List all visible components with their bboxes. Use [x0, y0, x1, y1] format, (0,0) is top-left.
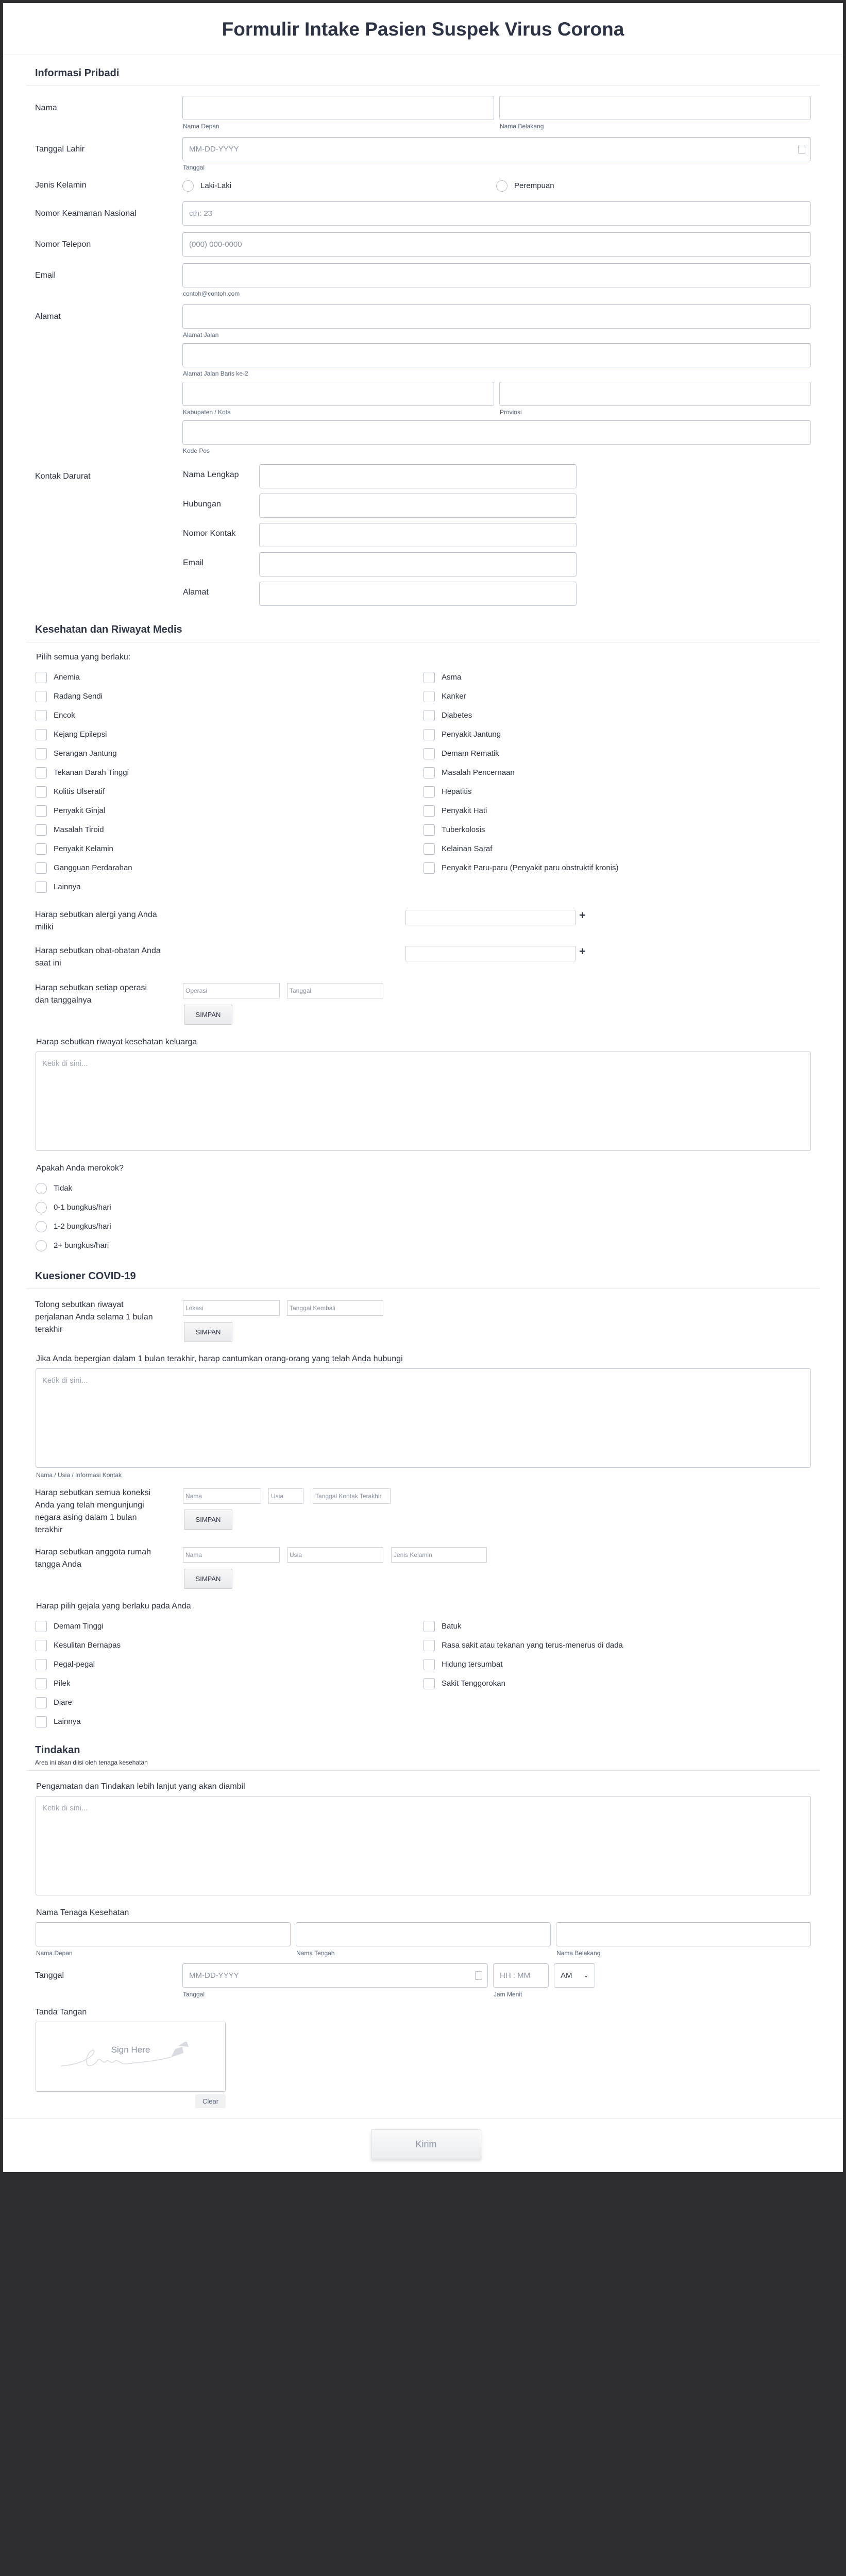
zip-input[interactable]	[182, 420, 811, 445]
checkbox-icon[interactable]	[36, 710, 47, 721]
observations-label: Pengamatan dan Tindakan lebih lanjut yang akan diambil	[36, 1782, 245, 1791]
emergency-field-input[interactable]	[259, 464, 577, 488]
travel-location-input[interactable]: Lokasi	[183, 1300, 280, 1316]
checkbox-option[interactable]	[424, 782, 618, 801]
time-placeholder: HH : MM	[500, 1971, 531, 1980]
date-sublabel: Tanggal	[183, 1991, 205, 1998]
date-label: Tanggal	[35, 1971, 64, 1980]
option-label: Kanker	[442, 692, 466, 701]
household-gender-input[interactable]: Jenis Kelamin	[391, 1547, 487, 1563]
surgery-save-button[interactable]: SIMPAN	[184, 1005, 232, 1025]
connections-save-button[interactable]: SIMPAN	[184, 1510, 232, 1530]
option-label: Kejang Epilepsi	[54, 730, 107, 739]
nin-placeholder: cth: 23	[189, 209, 213, 218]
option-label: Rasa sakit atau tekanan yang terus-menerus di dada	[442, 1641, 623, 1650]
gender-option-male[interactable]	[182, 176, 231, 195]
checkbox-icon[interactable]	[36, 691, 47, 702]
option-label: Tekanan Darah Tinggi	[54, 768, 129, 777]
checkbox-option[interactable]	[36, 668, 132, 687]
checkbox-option[interactable]	[36, 839, 132, 858]
add-medication-plus-icon[interactable]: +	[579, 945, 586, 958]
radio-icon[interactable]	[36, 1202, 47, 1213]
checkbox-option[interactable]	[36, 706, 132, 725]
calendar-icon[interactable]	[798, 145, 805, 154]
gender-option-female[interactable]	[496, 176, 554, 195]
option-label: Radang Sendi	[54, 692, 103, 701]
phone-placeholder: (000) 000-0000	[189, 240, 242, 249]
dob-placeholder: MM-DD-YYYY	[189, 145, 239, 154]
smoking-label: Apakah Anda merokok?	[36, 1164, 124, 1173]
option-label: Masalah Pencernaan	[442, 768, 515, 777]
checkbox-option[interactable]	[36, 782, 132, 801]
checkbox-icon[interactable]	[424, 710, 435, 721]
checkbox-option[interactable]	[36, 820, 132, 839]
checkbox-option[interactable]	[424, 858, 618, 877]
checkbox-icon[interactable]	[424, 1640, 435, 1651]
connection-last-contact-input[interactable]: Tanggal Kontak Terakhir	[313, 1488, 391, 1504]
allergy-label: Harap sebutkan alergi yang Anda miliki	[35, 910, 157, 931]
last-name-input[interactable]	[499, 96, 811, 120]
chevron-down-icon: ⌄	[583, 1973, 588, 1979]
surgery-date-input[interactable]: Tanggal	[287, 983, 383, 998]
provider-first-sublabel: Nama Depan	[36, 1950, 73, 1957]
address-line1-sublabel: Alamat Jalan	[183, 331, 219, 338]
checkbox-option[interactable]	[424, 744, 618, 763]
checkbox-icon[interactable]	[36, 729, 47, 740]
radio-icon[interactable]	[182, 180, 194, 192]
family-history-label: Harap sebutkan riwayat kesehatan keluarga	[36, 1038, 197, 1046]
emergency-field-input[interactable]	[259, 494, 577, 518]
radio-option[interactable]	[36, 1217, 111, 1236]
checkbox-icon[interactable]	[424, 691, 435, 702]
option-label: Diabetes	[442, 711, 472, 720]
household-label: Harap sebutkan anggota rumah tangga Anda	[35, 1548, 151, 1569]
checkbox-option[interactable]	[424, 1674, 623, 1693]
checkbox-option[interactable]	[36, 1617, 121, 1636]
intake-form	[3, 3, 843, 2172]
radio-icon[interactable]	[36, 1240, 47, 1251]
divider	[26, 1770, 820, 1771]
checkbox-icon[interactable]	[36, 1678, 47, 1689]
option-label: Tuberkolosis	[442, 825, 485, 834]
checkbox-icon[interactable]	[36, 1621, 47, 1632]
checkbox-option[interactable]	[424, 1636, 623, 1655]
symptoms-label: Harap pilih gejala yang berlaku pada Anda	[36, 1602, 191, 1611]
ampm-select[interactable]	[554, 1963, 595, 1988]
checkbox-icon[interactable]	[424, 748, 435, 759]
phone-label: Nomor Telepon	[35, 240, 91, 249]
checkbox-icon[interactable]	[36, 805, 47, 817]
province-sublabel: Provinsi	[500, 409, 522, 416]
checkbox-option[interactable]	[36, 858, 132, 877]
surgery-name-input[interactable]: Operasi	[183, 983, 280, 998]
checkbox-option[interactable]	[36, 687, 132, 706]
checkbox-icon[interactable]	[424, 672, 435, 683]
provider-first-name-input[interactable]	[36, 1922, 291, 1946]
section-covid: Kuesioner COVID-19	[35, 1270, 136, 1282]
calendar-icon[interactable]	[475, 1971, 482, 1980]
dob-sublabel: Tanggal	[183, 164, 205, 171]
conditions-label: Pilih semua yang berlaku:	[36, 653, 131, 662]
provider-last-sublabel: Nama Belakang	[556, 1950, 601, 1957]
checkbox-icon[interactable]	[36, 843, 47, 855]
emergency-field-label: Nomor Kontak	[183, 529, 236, 538]
option-label: Penyakit Kelamin	[54, 844, 113, 853]
connection-age-input[interactable]: Usia	[268, 1488, 303, 1504]
symptoms-col-right	[424, 1617, 623, 1693]
checkbox-icon[interactable]	[36, 786, 47, 798]
checkbox-icon[interactable]	[36, 748, 47, 759]
address-label: Alamat	[35, 312, 61, 321]
add-allergy-plus-icon[interactable]: +	[579, 909, 586, 922]
option-label: Batuk	[442, 1622, 462, 1631]
date-input[interactable]	[182, 1963, 488, 1988]
radio-icon[interactable]	[36, 1183, 47, 1194]
travel-save-button[interactable]: SIMPAN	[184, 1322, 232, 1342]
allergy-input[interactable]	[405, 910, 576, 925]
checkbox-option[interactable]	[424, 839, 618, 858]
observations-textarea[interactable]: Ketik di sini...	[36, 1796, 811, 1895]
checkbox-icon[interactable]	[36, 1640, 47, 1651]
conditions-col-left	[36, 668, 132, 896]
checkbox-option[interactable]	[424, 1617, 623, 1636]
household-name-input[interactable]: Nama	[183, 1547, 280, 1563]
emergency-field-row	[183, 523, 580, 547]
checkbox-option[interactable]	[424, 668, 618, 687]
emergency-field-row	[183, 582, 580, 606]
checkbox-icon[interactable]	[36, 862, 47, 874]
option-label: Masalah Tiroid	[54, 825, 104, 834]
checkbox-icon[interactable]	[424, 1621, 435, 1632]
radio-icon[interactable]	[36, 1221, 47, 1232]
checkbox-icon[interactable]	[36, 882, 47, 893]
medications-input[interactable]	[405, 946, 576, 961]
option-label: Penyakit Paru-paru (Penyakit paru obstruktif kronis)	[442, 863, 619, 872]
connections-label: Harap sebutkan semua koneksi Anda yang telah mengunjungi negara asing dalam 1 bulan terakhir	[35, 1488, 151, 1534]
form-title: Formulir Intake Pasien Suspek Virus Corona	[222, 19, 624, 40]
checkbox-icon[interactable]	[424, 1678, 435, 1689]
checkbox-option[interactable]	[424, 1655, 623, 1674]
option-label: Kolitis Ulseratif	[54, 787, 105, 796]
section-personal: Informasi Pribadi	[35, 67, 120, 79]
checkbox-option[interactable]	[424, 820, 618, 839]
checkbox-icon[interactable]	[424, 786, 435, 798]
section-action: Tindakan	[35, 1744, 80, 1756]
contacts-label: Jika Anda bepergian dalam 1 bulan terakhir, harap cantumkan orang-orang yang telah Anda hubungi	[36, 1354, 403, 1363]
checkbox-option[interactable]	[36, 877, 132, 896]
checkbox-option[interactable]	[36, 725, 132, 744]
provider-last-name-input[interactable]	[556, 1922, 811, 1946]
emergency-field-input[interactable]	[259, 523, 577, 547]
ampm-value: AM	[561, 1971, 572, 1980]
signature-scribble-icon	[57, 2042, 206, 2073]
contacts-sublabel: Nama / Usia / Informasi Kontak	[36, 1471, 122, 1479]
city-sublabel: Kabupaten / Kota	[183, 409, 231, 416]
option-label: 0-1 bungkus/hari	[54, 1203, 111, 1212]
section-action-description: Area ini akan diisi oleh tenaga kesehatan	[35, 1759, 148, 1766]
checkbox-option[interactable]	[36, 1712, 121, 1731]
checkbox-option[interactable]	[36, 744, 132, 763]
checkbox-icon[interactable]	[36, 1716, 47, 1727]
option-label: Perempuan	[514, 181, 554, 190]
checkbox-icon[interactable]	[424, 729, 435, 740]
checkbox-option[interactable]	[424, 687, 618, 706]
option-label: Gangguan Perdarahan	[54, 863, 132, 872]
checkbox-icon[interactable]	[36, 1659, 47, 1670]
emergency-field-row	[183, 494, 580, 518]
option-label: Lainnya	[54, 1717, 81, 1726]
emergency-field-input[interactable]	[259, 582, 577, 606]
checkbox-icon[interactable]	[424, 824, 435, 836]
dob-label: Tanggal Lahir	[35, 145, 85, 154]
smoking-options	[36, 1179, 111, 1255]
connection-name-input[interactable]: Nama	[183, 1488, 261, 1504]
checkbox-option[interactable]	[424, 725, 618, 744]
household-save-button[interactable]: SIMPAN	[184, 1569, 232, 1589]
option-label: Hidung tersumbat	[442, 1660, 503, 1669]
zip-sublabel: Kode Pos	[183, 447, 210, 454]
checkbox-icon[interactable]	[424, 862, 435, 874]
radio-option[interactable]	[36, 1236, 111, 1255]
emergency-field-input[interactable]	[259, 552, 577, 577]
date-placeholder: MM-DD-YYYY	[189, 1971, 239, 1980]
emergency-label: Kontak Darurat	[35, 472, 91, 481]
provider-middle-name-input[interactable]	[296, 1922, 551, 1946]
checkbox-option[interactable]	[36, 1636, 121, 1655]
option-label: Penyakit Jantung	[442, 730, 501, 739]
option-label: Kesulitan Bernapas	[54, 1641, 121, 1650]
dob-input[interactable]	[182, 137, 811, 161]
address-line1-input[interactable]	[182, 304, 811, 329]
travel-return-date-input[interactable]: Tanggal Kembali	[287, 1300, 383, 1316]
email-input[interactable]	[182, 263, 811, 287]
checkbox-icon[interactable]	[424, 1659, 435, 1670]
email-sublabel: contoh@contoh.com	[183, 290, 240, 297]
checkbox-icon[interactable]	[36, 672, 47, 683]
option-label: Sakit Tenggorokan	[442, 1679, 505, 1688]
option-label: Pilek	[54, 1679, 71, 1688]
address-line2-sublabel: Alamat Jalan Baris ke-2	[183, 370, 248, 377]
radio-option[interactable]	[36, 1198, 111, 1217]
option-label: Pegal-pegal	[54, 1660, 95, 1669]
emergency-field-row	[183, 552, 580, 577]
option-label: Serangan Jantung	[54, 749, 117, 758]
option-label: Asma	[442, 673, 462, 682]
time-input[interactable]	[493, 1963, 549, 1988]
checkbox-icon[interactable]	[36, 767, 47, 778]
medications-label: Harap sebutkan obat-obatan Anda saat ini	[35, 946, 161, 968]
checkbox-option[interactable]	[36, 1693, 121, 1712]
conditions-col-right	[424, 668, 618, 877]
option-label: Encok	[54, 711, 75, 720]
first-name-input[interactable]	[182, 96, 494, 120]
checkbox-option[interactable]	[424, 706, 618, 725]
section-medical: Kesehatan dan Riwayat Medis	[35, 624, 182, 635]
option-label: Demam Rematik	[442, 749, 499, 758]
option-label: Laki-Laki	[200, 181, 232, 190]
option-label: Anemia	[54, 673, 80, 682]
signature-clear-button[interactable]: Clear	[195, 2094, 226, 2108]
province-input[interactable]	[499, 382, 811, 406]
city-input[interactable]	[182, 382, 494, 406]
emergency-field-label: Alamat	[183, 588, 209, 597]
checkbox-option[interactable]	[36, 1674, 121, 1693]
nin-input[interactable]	[182, 201, 811, 226]
radio-icon[interactable]	[496, 180, 507, 192]
family-history-textarea[interactable]: Ketik di sini...	[36, 1052, 811, 1151]
sign-here-text: Sign Here	[111, 2045, 150, 2055]
symptoms-col-left	[36, 1617, 121, 1731]
last-name-sublabel: Nama Belakang	[500, 123, 544, 130]
checkbox-option[interactable]	[424, 763, 618, 782]
signature-label: Tanda Tangan	[35, 2008, 87, 2016]
first-name-sublabel: Nama Depan	[183, 123, 219, 130]
checkbox-icon[interactable]	[36, 1697, 47, 1708]
option-label: Demam Tinggi	[54, 1622, 104, 1631]
household-age-input[interactable]: Usia	[287, 1547, 383, 1563]
option-label: Kelainan Saraf	[442, 844, 493, 853]
contacts-textarea[interactable]: Ketik di sini...	[36, 1368, 811, 1468]
checkbox-option[interactable]	[36, 801, 132, 820]
option-label: Hepatitis	[442, 787, 472, 796]
emergency-field-label: Hubungan	[183, 500, 221, 509]
name-label: Nama	[35, 104, 57, 112]
checkbox-icon[interactable]	[424, 767, 435, 778]
emergency-field-label: Nama Lengkap	[183, 470, 239, 479]
address-line2-input[interactable]	[182, 343, 811, 367]
gender-label: Jenis Kelamin	[35, 181, 87, 190]
option-label: Tidak	[54, 1184, 73, 1193]
checkbox-icon[interactable]	[424, 843, 435, 855]
checkbox-option[interactable]	[36, 763, 132, 782]
checkbox-option[interactable]	[36, 1655, 121, 1674]
phone-input[interactable]	[182, 232, 811, 257]
footer-divider	[3, 2118, 843, 2119]
signature-pad[interactable]	[36, 2022, 226, 2092]
nin-label: Nomor Keamanan Nasional	[35, 209, 137, 218]
provider-name-label: Nama Tenaga Kesehatan	[36, 1908, 129, 1917]
emergency-field-label: Email	[183, 558, 204, 567]
option-label: Penyakit Hati	[442, 806, 487, 815]
checkbox-option[interactable]	[424, 801, 618, 820]
emergency-field-row	[183, 464, 580, 488]
checkbox-icon[interactable]	[36, 824, 47, 836]
option-label: 2+ bungkus/hari	[54, 1241, 109, 1250]
surgery-label: Harap sebutkan setiap operasi dan tanggalnya	[35, 984, 147, 1005]
email-label: Email	[35, 271, 56, 280]
checkbox-icon[interactable]	[424, 805, 435, 817]
option-label: 1-2 bungkus/hari	[54, 1222, 111, 1231]
option-label: Penyakit Ginjal	[54, 806, 106, 815]
option-label: Diare	[54, 1698, 72, 1707]
submit-button[interactable]: Kirim	[371, 2129, 481, 2159]
time-sublabel: Jam Menit	[494, 1991, 522, 1998]
travel-label: Tolong sebutkan riwayat perjalanan Anda selama 1 bulan terakhir	[35, 1300, 153, 1334]
radio-option[interactable]	[36, 1179, 111, 1198]
option-label: Lainnya	[54, 883, 81, 891]
provider-middle-sublabel: Nama Tengah	[296, 1950, 335, 1957]
